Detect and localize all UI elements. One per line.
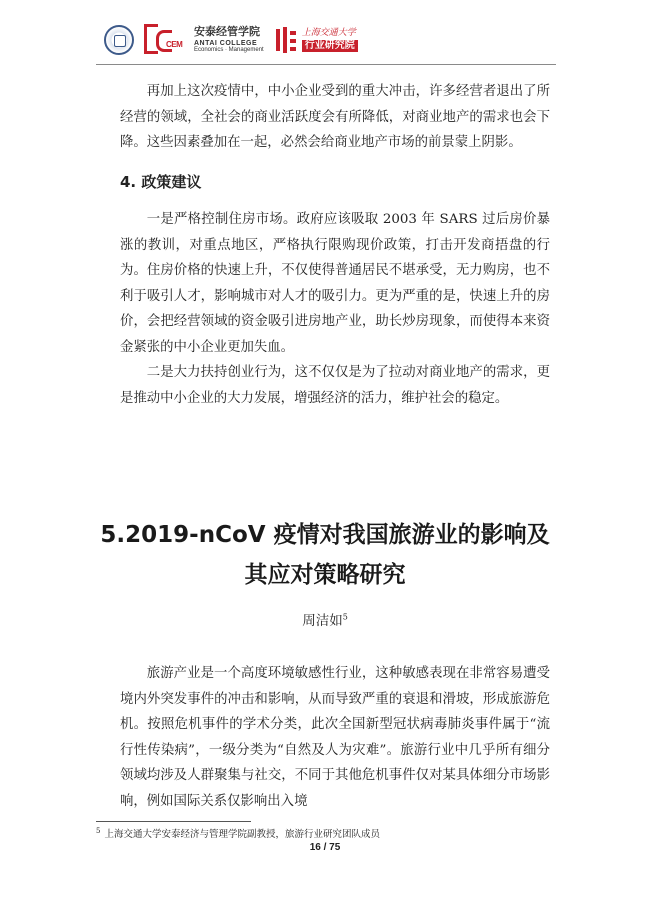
school-name-en: ANTAI COLLEGE [194, 39, 258, 47]
acem-logo-icon [144, 22, 188, 58]
header-divider [96, 64, 556, 65]
footnote [96, 826, 556, 840]
body-paragraph-4: 旅游产业是一个高度环境敏感性行业，这种敏感表现在非常容易遭受境内外突发事件的冲击和影响，从而导致严重的衰退和滑坡，形成旅游危机。按照危机事件的学术分类，此次全国新型冠状病毒肺炎事件属于“流行性传染病”，一级分类为“自然及人为灾难”。旅游行业中几乎所有细分领域均涉及人群聚集与社交，不同于其他危机事件仅对某具体细分市场影响，例如国际关系仅影响出入境 [120, 666, 550, 809]
footnote-number: 5 [96, 826, 101, 835]
article-title: 5.2019-nCoV 疫情对我国旅游业的影响及其应对策略研究 [100, 522, 550, 588]
page-header [0, 0, 650, 70]
footnote-text: 上海交通大学安泰经济与管理学院副教授，旅游行业研究团队成员 [104, 829, 380, 840]
body-paragraph-3: 二是大力扶持创业行为，这不仅仅是为了拉动对商业地产的需求，更是推动中小企业的大力发展，增强经济的活力，维护社会的稳定。 [120, 365, 550, 406]
page-number: 16 / 75 [309, 842, 341, 853]
author-line [0, 609, 650, 629]
author-footnote-ref[interactable]: 5 [342, 612, 348, 622]
body-paragraph-1: 再加上这次疫情中，中小企业受到的重大冲击，许多经营者退出了所经营的领域，全社会的商业活跃度会有所降低，对商业地产的需求也会下降。这些因素叠加在一起，必然会给商业地产市场的前景蒙上阴影。 [120, 84, 550, 151]
acem-logo-mark: CEM [166, 40, 183, 49]
institute-logo-icon [274, 25, 298, 55]
body-paragraph-2: 一是严格控制住房市场。政府应该吸取 2003 年 SARS 过后房价暴涨的教训，对重点地区，严格执行限购现价政策，打击开发商捂盘的行为。住房价格的快速上升，不仅使得普通居民不堪承受，无力购房，也不利于吸引人才，影响城市对人才的吸引力。更为严重的是，快速上升的房价，会把经营领域的资金吸引进房地产业，助长炒房现象，而使得本来资金紧张的中小企业更加失血。 [120, 212, 550, 355]
school-name [194, 26, 264, 53]
author-name: 周洁如 [302, 613, 343, 629]
institute-university: 上海交通大学 [301, 27, 356, 38]
footnote-divider [96, 821, 251, 822]
school-name-en-sub: Economics · Management [194, 47, 264, 54]
university-seal-icon [104, 25, 134, 55]
institute-title: 行业研究院 [302, 40, 358, 52]
school-name-cn: 安泰经管学院 [194, 25, 260, 39]
header-logos [104, 20, 358, 60]
section-heading-policy: 4. 政策建议 [120, 173, 202, 191]
institute-name [302, 28, 358, 53]
